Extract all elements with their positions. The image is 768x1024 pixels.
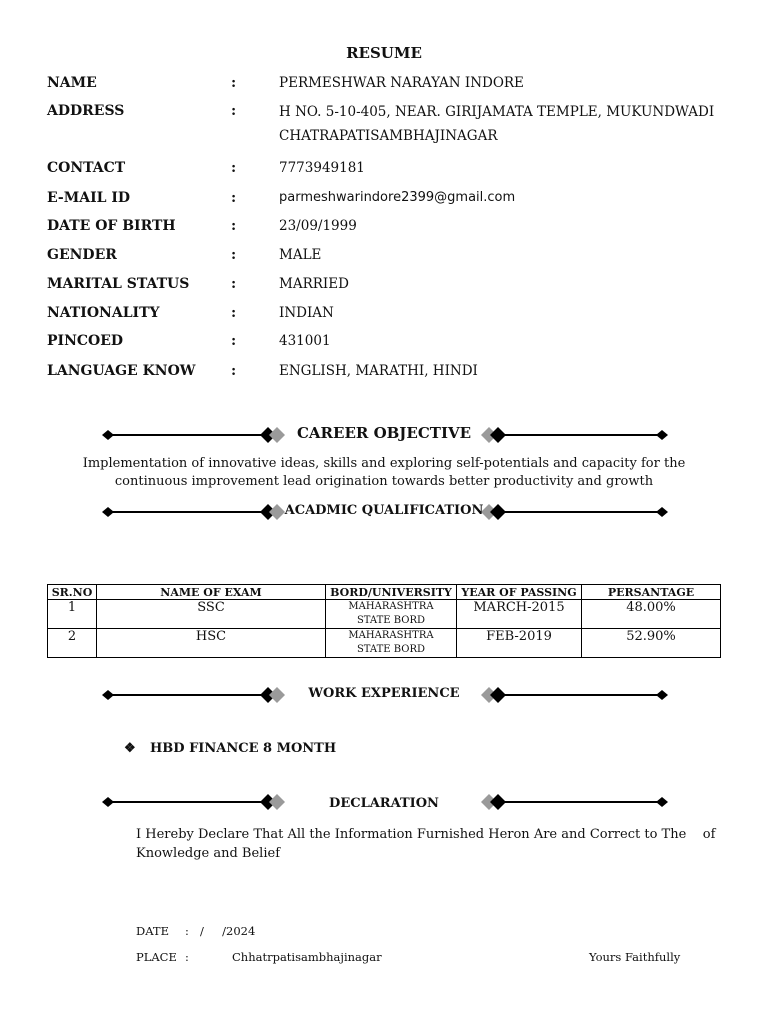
detail-colon: : [231,333,237,349]
table-row [48,629,721,658]
column-header: SR.NO [48,585,97,600]
detail-label: NATIONALITY [47,305,160,321]
detail-label: PINCOED [47,333,124,349]
detail-label: CONTACT [47,160,126,176]
detail-value: 431001 [279,333,331,349]
detail-row-pincode [0,333,768,353]
cell-percent: 48.00% [582,600,721,629]
work-item-text: HBD FINANCE 8 MONTH [150,741,337,756]
detail-row-gender [0,247,768,267]
cell-percent: 52.90% [582,629,721,658]
address-line-1: H NO. 5-10-405, NEAR. GIRIJAMATA TEMPLE, MUKUNDWADI [279,104,715,120]
detail-colon: : [231,218,237,234]
detail-value: MARRIED [279,276,349,292]
detail-label: E-MAIL ID [47,190,131,206]
column-header: PERSANTAGE [582,585,721,600]
detail-label: GENDER [47,247,117,263]
date-label: DATE [136,924,169,938]
board-line-2: STATE BORD [356,615,426,626]
cell-year: MARCH-2015 [457,600,582,629]
section-divider-career [0,423,768,447]
table-row [48,600,721,629]
cell-sr: 1 [48,600,97,629]
page-title: RESUME [346,44,422,62]
declaration-text [136,825,716,863]
career-objective-text [70,455,698,491]
detail-colon: : [231,103,237,119]
detail-row-marital-status [0,276,768,296]
detail-colon: : [231,75,237,91]
section-divider-work [0,683,768,707]
detail-label: ADDRESS [47,103,125,119]
table-header-row [48,585,721,600]
detail-value [279,103,714,151]
detail-row-email [0,190,768,210]
qualification-table [47,584,721,658]
detail-colon: : [231,305,237,321]
sign-off: Yours Faithfully [589,950,681,964]
detail-row-language [0,363,768,383]
address-line-2: CHATRAPATISAMBHAJINAGAR [279,128,498,144]
date-colon: : [185,924,189,938]
cell-board [326,600,457,629]
detail-row-nationality [0,305,768,325]
section-divider-declaration [0,790,768,814]
career-line-1: Implementation of innovative ideas, skills and exploring self-potentials and capacity for the [82,456,686,471]
cell-exam: SSC [97,600,326,629]
board-line-2: STATE BORD [356,644,426,655]
board-line-1: MAHARASHTRA [348,630,434,641]
detail-colon: : [231,247,237,263]
section-title-qualification: ACADMIC QUALIFICATION [284,503,484,518]
detail-value: PERMESHWAR NARAYAN INDORE [279,75,524,91]
declaration-line-1: I Hereby Declare That All the Information Furnished Heron Are and Correct to The of [136,827,716,842]
column-header: BORD/UNIVERSITY [326,585,457,600]
detail-colon: : [231,160,237,176]
cell-exam: HSC [97,629,326,658]
detail-value: 7773949181 [279,160,365,176]
cell-board [326,629,457,658]
place-colon: : [185,950,189,964]
detail-label: NAME [47,75,97,91]
detail-value: 23/09/1999 [279,218,357,234]
declaration-line-2: Knowledge and Belief [136,846,281,861]
detail-label: LANGUAGE KNOW [47,363,196,379]
diamond-bullet-icon: ❖ [124,741,136,756]
detail-row-contact [0,160,768,180]
date-value: / /2024 [200,924,256,938]
place-value: Chhatrpatisambhajinagar [232,950,382,964]
detail-value: MALE [279,247,322,263]
board-line-1: MAHARASHTRA [348,601,434,612]
place-label: PLACE [136,950,177,964]
section-title-declaration: DECLARATION [329,796,439,811]
career-line-2: continuous improvement lead origination towards better productivity and growth [114,474,654,489]
section-title-work: WORK EXPERIENCE [308,686,460,701]
column-header: YEAR OF PASSING [457,585,582,600]
detail-colon: : [231,190,237,206]
detail-colon: : [231,363,237,379]
section-title-career: CAREER OBJECTIVE [296,424,472,442]
detail-row-name [0,75,768,95]
section-divider-qualification [0,500,768,524]
cell-sr: 2 [48,629,97,658]
cell-year: FEB-2019 [457,629,582,658]
detail-value: parmeshwarindore2399@gmail.com [279,190,516,205]
column-header: NAME OF EXAM [97,585,326,600]
detail-label: DATE OF BIRTH [47,218,176,234]
detail-row-address [0,103,768,153]
detail-label: MARITAL STATUS [47,276,190,292]
detail-row-dob [0,218,768,238]
detail-value: ENGLISH, MARATHI, HINDI [279,363,478,379]
work-experience-item [124,741,336,756]
detail-colon: : [231,276,237,292]
detail-value: INDIAN [279,305,334,321]
